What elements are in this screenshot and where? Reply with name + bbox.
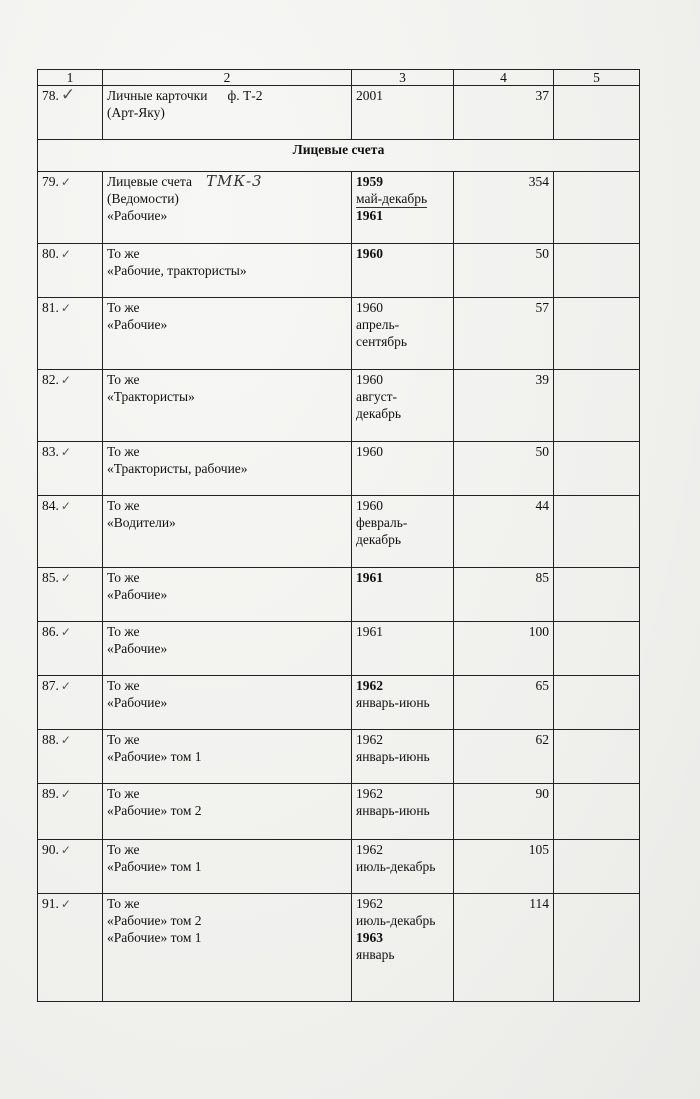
row-description: То же «Рабочие» — [103, 676, 352, 730]
row-notes — [554, 784, 640, 840]
handwritten-annotation: ТМК-3 — [205, 172, 263, 190]
table-row — [38, 442, 640, 496]
table-row — [38, 676, 640, 730]
row-number: 87. ✓ — [38, 676, 103, 730]
row-description: Лицевые счета ТМК-3 (Ведомости) «Рабочие» — [103, 172, 352, 244]
row-number: 80. ✓ — [38, 244, 103, 298]
row-quantity: 354 — [454, 172, 554, 244]
row-number: 86. ✓ — [38, 622, 103, 676]
checkmark-icon: ✓ — [60, 625, 71, 639]
row-description: То же «Трактористы, рабочие» — [103, 442, 352, 496]
row-notes — [554, 172, 640, 244]
row-dates: 1960 апрель- сентябрь — [352, 298, 454, 370]
row-quantity: 57 — [454, 298, 554, 370]
row-number: 81. ✓ — [38, 298, 103, 370]
checkmark-icon: ✓ — [60, 175, 71, 189]
checkmark-icon: ✓ — [60, 247, 71, 261]
table-row — [38, 244, 640, 298]
row-dates: 2001 — [352, 86, 454, 140]
row-quantity: 39 — [454, 370, 554, 442]
row-dates: 1961 — [352, 568, 454, 622]
row-notes — [554, 622, 640, 676]
row-number: 84. ✓ — [38, 496, 103, 568]
row-description: То же «Трактористы» — [103, 370, 352, 442]
row-description: То же «Рабочие» — [103, 622, 352, 676]
row-notes — [554, 442, 640, 496]
table-row — [38, 298, 640, 370]
row-dates: 1962 июль-декабрь 1963 январь — [352, 894, 454, 1002]
column-header-3: 3 — [352, 70, 454, 86]
row-dates: 1960 август- декабрь — [352, 370, 454, 442]
row-notes — [554, 894, 640, 1002]
row-quantity: 65 — [454, 676, 554, 730]
row-notes — [554, 298, 640, 370]
row-quantity: 44 — [454, 496, 554, 568]
row-description: То же «Рабочие» том 1 — [103, 730, 352, 784]
row-dates: 1962 январь-июнь — [352, 730, 454, 784]
row-dates: 1960 — [352, 244, 454, 298]
row-quantity: 90 — [454, 784, 554, 840]
row-notes — [554, 86, 640, 140]
column-header-1: 1 — [38, 70, 103, 86]
checkmark-icon: ✓ — [60, 843, 71, 857]
table-row — [38, 784, 640, 840]
checkmark-icon: ✓ — [60, 679, 71, 693]
row-quantity: 50 — [454, 244, 554, 298]
row-dates: 1960 февраль- декабрь — [352, 496, 454, 568]
table-row — [38, 172, 640, 244]
row-description: То же «Рабочие» том 1 — [103, 840, 352, 894]
table-row — [38, 370, 640, 442]
row-quantity: 114 — [454, 894, 554, 1002]
checkmark-icon: ✓ — [60, 787, 71, 801]
row-dates: 1960 — [352, 442, 454, 496]
row-number: 88. ✓ — [38, 730, 103, 784]
row-quantity: 100 — [454, 622, 554, 676]
row-quantity: 50 — [454, 442, 554, 496]
row-description: То же «Рабочие» том 2 — [103, 784, 352, 840]
row-number: 79. ✓ — [38, 172, 103, 244]
archive-inventory-table — [37, 69, 640, 1002]
row-dates: 1959 май-декабрь 1961 — [352, 172, 454, 244]
section-header-row — [38, 140, 640, 172]
checkmark-icon: ✓ — [60, 445, 71, 459]
checkmark-icon: ✓ — [60, 499, 71, 513]
fund-code: ф. Т-2 — [227, 88, 263, 103]
checkmark-icon: ✓ — [60, 733, 71, 747]
row-notes — [554, 370, 640, 442]
row-number: 85. ✓ — [38, 568, 103, 622]
row-quantity: 37 — [454, 86, 554, 140]
checkmark-icon: ✓ — [60, 85, 76, 105]
row-number: 83. ✓ — [38, 442, 103, 496]
checkmark-icon: ✓ — [60, 571, 71, 585]
row-quantity: 62 — [454, 730, 554, 784]
column-header-4: 4 — [454, 70, 554, 86]
row-notes — [554, 730, 640, 784]
row-description: То же «Водители» — [103, 496, 352, 568]
column-header-5: 5 — [554, 70, 640, 86]
section-title: Лицевые счета — [38, 140, 640, 172]
row-notes — [554, 568, 640, 622]
column-number-header — [38, 70, 640, 86]
row-dates: 1962 январь-июнь — [352, 676, 454, 730]
row-notes — [554, 496, 640, 568]
row-description: То же «Рабочие» — [103, 298, 352, 370]
row-notes — [554, 840, 640, 894]
checkmark-icon: ✓ — [60, 301, 71, 315]
table-row — [38, 622, 640, 676]
column-header-2: 2 — [103, 70, 352, 86]
row-description: То же «Рабочие» — [103, 568, 352, 622]
row-quantity: 85 — [454, 568, 554, 622]
row-description: Личные карточки ф. Т-2 (Арт-Яку) — [103, 86, 352, 140]
checkmark-icon: ✓ — [60, 897, 71, 911]
row-notes — [554, 244, 640, 298]
row-description: То же «Рабочие» том 2 «Рабочие» том 1 — [103, 894, 352, 1002]
table-row — [38, 840, 640, 894]
row-number: 89. ✓ — [38, 784, 103, 840]
row-description: То же «Рабочие, трактористы» — [103, 244, 352, 298]
row-number: 90. ✓ — [38, 840, 103, 894]
row-dates: 1961 — [352, 622, 454, 676]
row-notes — [554, 676, 640, 730]
table-row — [38, 568, 640, 622]
table-row — [38, 86, 640, 140]
checkmark-icon: ✓ — [60, 373, 71, 387]
table-row — [38, 730, 640, 784]
row-number: 78. ✓ — [38, 86, 103, 140]
row-number: 82. ✓ — [38, 370, 103, 442]
row-number: 91. ✓ — [38, 894, 103, 1002]
row-dates: 1962 июль-декабрь — [352, 840, 454, 894]
row-quantity: 105 — [454, 840, 554, 894]
table-row — [38, 894, 640, 1002]
row-dates: 1962 январь-июнь — [352, 784, 454, 840]
table-row — [38, 496, 640, 568]
